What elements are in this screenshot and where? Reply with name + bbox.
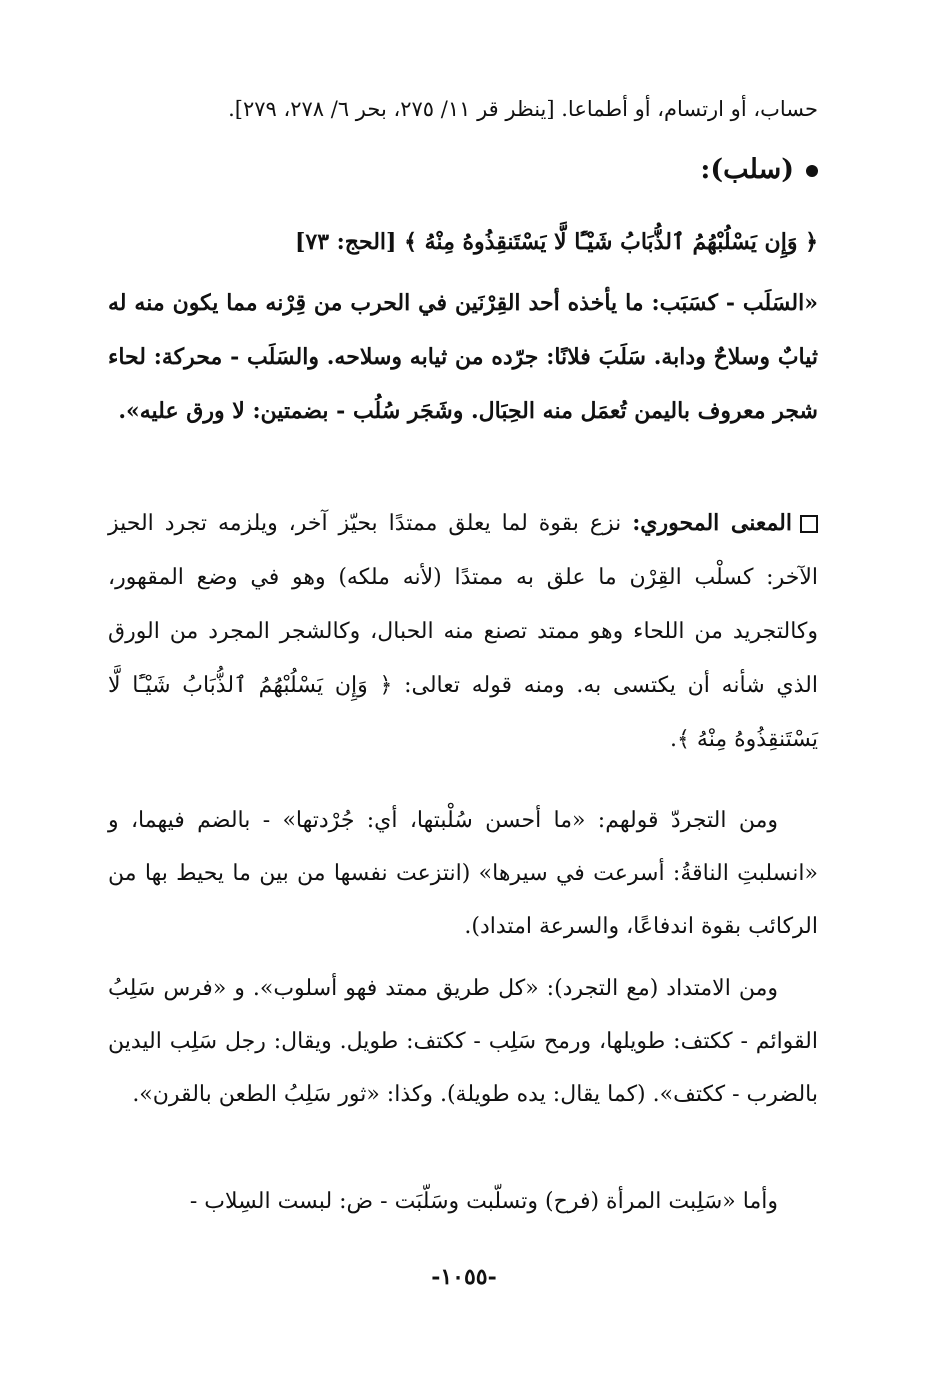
quran-verse: ﴿ وَإِن يَسْلُبْهُمُ ٱلذُّبَابُ شَيْـًٔا لَّا يَسْتَنقِذُوهُ مِنْهُ ﴾ [الحج: ٧٣] — [294, 229, 818, 255]
paragraph-stripping — [108, 794, 818, 953]
core-meaning-text: نزع بقوة لما يعلق ممتدًا بحيّز آخر، ويلزمه تجرد الحيز الآخر: كسلْب القِرْن ما علق به ممتدًا (لأنه ملكه) وهو في وضع المقهور، وكالتجريد من اللحاء وهو ممتد تصنع منه الحبال، وكالشجر المجرد من الورق الذي شأنه أن يكتسى به. ومنه قوله تعالى: ﴿ وَإِن يَسْلُبْهُمُ ٱلذُّبَابُ شَيْـًٔا لَّا يَسْتَنقِذُوهُ مِنْهُ ﴾. — [108, 511, 818, 752]
root-heading — [108, 150, 818, 190]
paragraph-final-text: وأما «سَلِبت المرأة (فرح) وتسلّبت وسَلّبَت - ض: لبست السِلاب - — [189, 1189, 778, 1214]
paragraph-stripping-text: ومن التجردّ قولهم: «ما أحسن سُلْبتها، أي: جُرْدتها» - بالضم فيهما، و «انسلبتِ الناقةُ: أسرعت في سيرها» (انتزعت نفسها من بين ما يحيط بها من الركائب بقوة اندفاعًا، والسرعة امتداد). — [108, 808, 818, 939]
square-marker-icon — [800, 515, 818, 533]
continuation-line: حساب، أو ارتسام، أو أطماعا. [ينظر قر ١١/ ٢٧٥، بحر ٦/ ٢٧٨، ٢٧٩]. — [228, 97, 818, 121]
page-number: -١٠٥٥- — [431, 1264, 497, 1290]
core-meaning-paragraph — [108, 496, 818, 767]
paragraph-extension-text: ومن الامتداد (مع التجرد): «كل طريق ممتد فهو أسلوب». و «فرس سَلِبُ القوائم - ككتف: طويلها، ورمح سَلِب - ككتف: طويل. ويقال: رجل سَلِب اليدين بالضرب - ككتف». (كما يقال: يده طويلة). وكذا: «ثور سَلِبُ الطعن بالقرن». — [108, 976, 818, 1107]
bullet-icon — [806, 165, 818, 177]
core-meaning-label: المعنى المحوري: — [632, 510, 792, 536]
paragraph-extension — [108, 962, 818, 1121]
dictionary-entry: «السَلَب - كسَبَب: ما يأخذه أحد القِرْنَين في الحرب من قِرْنه مما يكون منه له ثيابٌ وسلاحٌ ودابة. سَلَبَ فلانًا: جرّده من ثيابه وسلاحه. والسَلَب - محركة: لحاء شجر معروف باليمن تُعمَل منه الحِبَال. وشَجَر سُلُب - بضمتين: لا ورق عليه». — [108, 290, 818, 424]
heading-text: (سلب): — [700, 154, 794, 185]
paragraph-final — [108, 1182, 818, 1222]
